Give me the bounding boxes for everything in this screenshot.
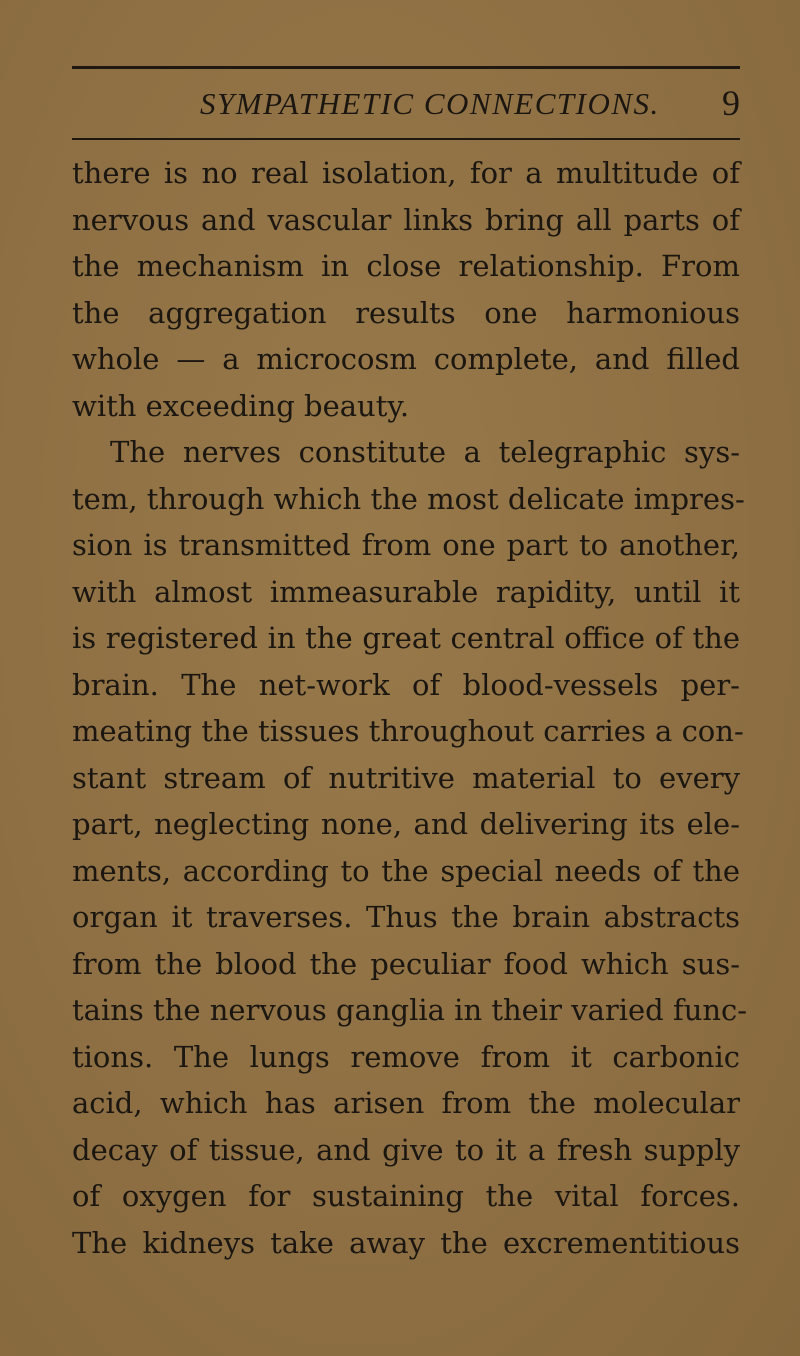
text-line: The kidneys take away the excrementitious [72, 1225, 740, 1260]
running-head [72, 78, 740, 128]
text-line: acid, which has arisen from the molecular [72, 1086, 740, 1120]
text-line: the aggregation results one harmonious [72, 295, 740, 330]
text-line: whole — a microcosm complete, and filled [72, 342, 740, 376]
header-top-rule [72, 66, 740, 69]
text-line: The nerves constitute a telegraphic sys- [110, 435, 740, 469]
text-line: tem, through which the most delicate impres- [72, 481, 745, 516]
page-number: 9 [722, 83, 740, 123]
text-line: nervous and vascular links bring all parts of [72, 202, 740, 237]
text-line: brain. The net-work of blood-vessels per- [72, 667, 740, 702]
body-text [72, 150, 748, 1266]
text-line: sion is transmitted from one part to another, [72, 528, 740, 562]
text-line: tions. The lungs remove from it carbonic [72, 1039, 740, 1074]
text-line: tains the nervous ganglia in their varied func- [72, 993, 748, 1027]
text-line: from the blood the peculiar food which sus- [72, 946, 740, 981]
text-line: ments, according to the special needs of the [72, 853, 740, 888]
text-line: meating the tissues throughout carries a con- [72, 714, 744, 748]
running-title: SYMPATHETIC CONNECTIONS. [200, 86, 660, 121]
text-line: stant stream of nutritive material to every [72, 760, 740, 795]
text-line: with almost immeasurable rapidity, until it [72, 574, 740, 609]
text-line: there is no real isolation, for a multitude of [72, 156, 740, 190]
text-line: with exceeding beauty. [72, 388, 410, 423]
text-line: is registered in the great central office of the [72, 621, 740, 655]
text-line: decay of tissue, and give to it a fresh supply [72, 1132, 740, 1167]
text-line: of oxygen for sustaining the vital forces. [72, 1179, 740, 1213]
text-line: the mechanism in close relationship. From [72, 249, 740, 283]
text-line: part, neglecting none, and delivering its ele- [72, 807, 740, 841]
text-line: organ it traverses. Thus the brain abstracts [72, 900, 740, 934]
header-bottom-rule [72, 138, 740, 140]
